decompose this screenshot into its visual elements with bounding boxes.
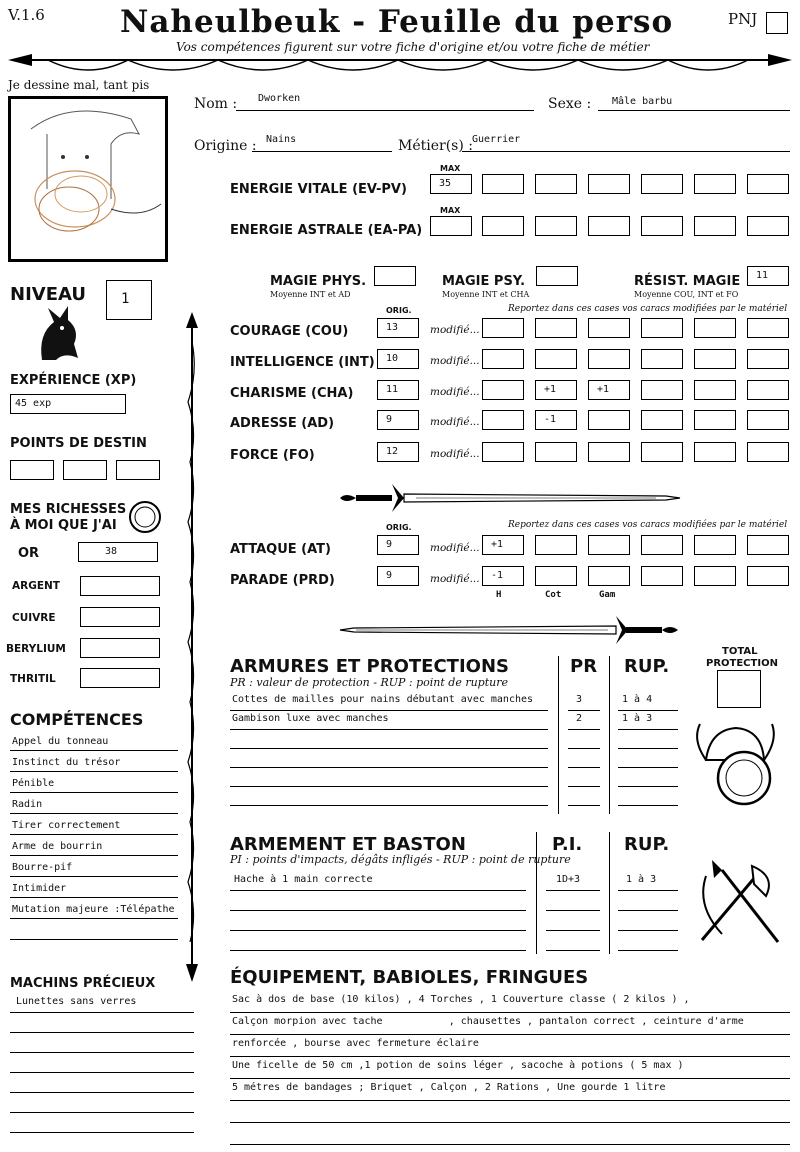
armure-pr[interactable]: 2 (576, 713, 583, 724)
ev-box[interactable] (747, 174, 789, 194)
ea-box[interactable] (482, 216, 524, 236)
ea-box[interactable] (641, 216, 683, 236)
cou-mod-box[interactable] (747, 318, 789, 338)
at-mod-box[interactable]: +1 (482, 535, 524, 555)
ad-mod-box[interactable] (641, 410, 683, 430)
competence-item[interactable]: Tirer correctement (12, 820, 121, 831)
cha-mod-box[interactable] (482, 380, 524, 400)
competence-line (10, 750, 178, 751)
ea-box[interactable] (535, 216, 577, 236)
caracs-note: Reportez dans ces cases vos caracs modifiées par le matériel (508, 304, 788, 314)
armure-name[interactable]: Gambison luxe avec manches (232, 713, 389, 724)
armures-rup-header: RUP. (624, 656, 670, 677)
competence-item[interactable]: Pénible (12, 778, 55, 789)
armure-rup[interactable]: 1 à 4 (622, 694, 653, 705)
origine-value[interactable]: Nains (266, 134, 297, 145)
machin-line (10, 1092, 194, 1093)
ev-box[interactable] (482, 174, 524, 194)
combat-note: Reportez dans ces cases vos caracs modifiées par le matériel (508, 520, 788, 530)
competence-item[interactable]: Intimider (12, 883, 67, 894)
cuivre-label: CUIVRE (12, 612, 56, 624)
xp-box[interactable]: 45 exp (10, 394, 126, 414)
page-title: Naheulbeuk - Feuille du perso (120, 4, 674, 40)
competence-item[interactable]: Mutation majeure :Télépathe (12, 904, 175, 915)
cha-mod-box[interactable]: +1 (535, 380, 577, 400)
dragon-icon (34, 304, 80, 362)
at-mod-box[interactable] (588, 535, 630, 555)
machin-line (10, 1132, 194, 1133)
arme-rup[interactable]: 1 à 3 (626, 874, 657, 885)
armure-rup[interactable]: 1 à 3 (622, 713, 653, 724)
resist-magie-note: Moyenne COU, INT et FO (634, 290, 739, 299)
magie-psy-note: Moyenne INT et CHA (442, 290, 530, 299)
int-mod-box[interactable] (482, 349, 524, 369)
cou-mod-box[interactable] (694, 318, 736, 338)
orig-label: ORIG. (386, 306, 412, 315)
armure-row-line (618, 805, 678, 806)
armure-row-line (618, 748, 678, 749)
armure-row-line (230, 748, 548, 749)
competence-line (10, 855, 178, 856)
ev-box[interactable] (694, 174, 736, 194)
ea-label: ENERGIE ASTRALE (EA-PA) (230, 223, 423, 238)
competence-line (10, 813, 178, 814)
origine-label: Origine : (194, 138, 257, 154)
at-mod-box[interactable] (535, 535, 577, 555)
ea-max-label: MAX (440, 206, 461, 215)
fo-mod-box[interactable] (588, 442, 630, 462)
armement-title: ARMEMENT ET BASTON (230, 834, 466, 855)
nom-label: Nom : (194, 96, 238, 112)
total-protection-label-1: TOTAL (722, 646, 758, 657)
cha-mod-box[interactable] (747, 380, 789, 400)
pnj-checkbox[interactable] (766, 12, 788, 34)
armures-note: PR : valeur de protection - RUP : point de rupture (230, 676, 508, 689)
cou-mod-box[interactable] (535, 318, 577, 338)
cha-mod-box[interactable] (694, 380, 736, 400)
magie-psy-box[interactable] (536, 266, 578, 286)
arme-pi[interactable]: 1D+3 (556, 874, 581, 885)
arme-name[interactable]: Hache à 1 main correcte (234, 874, 373, 885)
at-mod-box[interactable] (694, 535, 736, 555)
weapons-illustration (692, 856, 788, 952)
at-mod-box[interactable] (641, 535, 683, 555)
magie-phys-box[interactable] (374, 266, 416, 286)
magie-phys-note: Moyenne INT et AD (270, 290, 351, 299)
destin-box[interactable] (116, 460, 160, 480)
armure-row-line (568, 748, 600, 749)
version-label: V.1.6 (8, 6, 45, 24)
cha-orig-box[interactable]: 11 (377, 380, 419, 400)
prd-mod-box[interactable] (747, 566, 789, 586)
equipement-line (230, 1034, 790, 1035)
armure-row-line (618, 767, 678, 768)
col-cot-label: Cot (545, 590, 562, 600)
arme-row-line (546, 950, 600, 951)
thritil-label: THRITIL (10, 673, 56, 685)
competence-item[interactable]: Instinct du trésor (12, 757, 121, 768)
ea-box[interactable] (694, 216, 736, 236)
fo-mod-box[interactable] (641, 442, 683, 462)
fo-modifie-label: modifié... (430, 448, 480, 460)
armure-row-line (230, 805, 548, 806)
magie-psy-label: MAGIE PSY. (442, 274, 526, 289)
int-mod-box[interactable] (747, 349, 789, 369)
richesses-label-2: À MOI QUE J'AI (10, 518, 117, 533)
cou-mod-box[interactable] (588, 318, 630, 338)
prd-mod-box[interactable] (588, 566, 630, 586)
ev-max-box[interactable]: 35 (430, 174, 472, 194)
int-mod-box[interactable] (588, 349, 630, 369)
or-label: OR (18, 546, 40, 561)
cou-label: COURAGE (COU) (230, 324, 349, 339)
col-gam-label: Gam (599, 590, 616, 600)
coin-icon (128, 500, 162, 534)
competence-line (10, 834, 178, 835)
magie-phys-label: MAGIE PHYS. (270, 274, 367, 289)
int-orig-box[interactable]: 10 (377, 349, 419, 369)
armure-row-line (568, 786, 600, 787)
competence-line (10, 939, 178, 940)
ev-label: ENERGIE VITALE (EV-PV) (230, 182, 407, 197)
or-box[interactable]: 38 (78, 542, 158, 562)
berylium-box[interactable] (80, 638, 160, 658)
arme-row-line (618, 910, 678, 911)
machin-item[interactable]: Lunettes sans verres (16, 996, 137, 1007)
arme-row-line (546, 930, 600, 931)
machin-line (10, 1032, 194, 1033)
fo-orig-box[interactable]: 12 (377, 442, 419, 462)
ad-mod-box[interactable]: -1 (535, 410, 577, 430)
total-protection-box[interactable] (717, 670, 761, 708)
fo-label: FORCE (FO) (230, 448, 315, 463)
ad-mod-box[interactable] (588, 410, 630, 430)
nom-value[interactable]: Dworken (258, 93, 301, 104)
at-mod-box[interactable] (747, 535, 789, 555)
competence-line (10, 792, 178, 793)
int-label: INTELLIGENCE (INT) (230, 355, 375, 370)
ea-max-box[interactable] (430, 216, 472, 236)
equipement-line (230, 1056, 790, 1057)
arme-row-line (230, 930, 526, 931)
equipement-line (230, 1078, 790, 1079)
armure-row-line (618, 729, 678, 730)
equipement-line-text[interactable]: 5 métres de bandages ; Briquet , Calçon , 2 Rations , Une gourde 1 litre (232, 1082, 666, 1093)
ea-box[interactable] (588, 216, 630, 236)
arme-row-line (618, 890, 678, 891)
cou-mod-box[interactable] (482, 318, 524, 338)
col-h-label: H (496, 590, 502, 600)
metier-value[interactable]: Guerrier (472, 134, 521, 145)
competence-line (10, 918, 178, 919)
ev-box[interactable] (641, 174, 683, 194)
competences-title: COMPÉTENCES (10, 710, 144, 729)
equipement-line-text[interactable]: renforcée , bourse avec fermeture éclaire (232, 1038, 479, 1049)
int-mod-box[interactable] (641, 349, 683, 369)
cha-label: CHARISME (CHA) (230, 386, 354, 401)
metier-label: Métier(s) : (398, 138, 473, 154)
resist-magie-label: RÉSIST. MAGIE (634, 274, 741, 289)
cou-modifie-label: modifié... (430, 324, 480, 336)
ad-mod-box[interactable] (482, 410, 524, 430)
ad-mod-box[interactable] (694, 410, 736, 430)
competence-item[interactable]: Appel du tonneau (12, 736, 109, 747)
competence-line (10, 897, 178, 898)
armure-row-line (568, 710, 600, 711)
ad-modifie-label: modifié... (430, 416, 480, 428)
armure-row-line (230, 786, 548, 787)
ev-box[interactable] (535, 174, 577, 194)
fo-mod-box[interactable] (747, 442, 789, 462)
armure-row-line (568, 767, 600, 768)
thritil-box[interactable] (80, 668, 160, 688)
at-modifie-label: modifié... (430, 542, 480, 554)
cha-modifie-label: modifié... (430, 386, 480, 398)
richesses-label-1: MES RICHESSES (10, 502, 127, 517)
ev-box[interactable] (588, 174, 630, 194)
niveau-box[interactable]: 1 (106, 280, 152, 320)
armement-note: PI : points d'impacts, dégâts infligés - RUP : point de rupture (230, 853, 571, 866)
machin-line (10, 1052, 194, 1053)
fo-mod-box[interactable] (482, 442, 524, 462)
fo-mod-box[interactable] (535, 442, 577, 462)
prd-mod-box[interactable] (694, 566, 736, 586)
dwarf-portrait-drawing (11, 99, 165, 259)
cuivre-box[interactable] (80, 607, 160, 627)
armures-title: ARMURES ET PROTECTIONS (230, 656, 509, 677)
machins-title: MACHINS PRÉCIEUX (10, 976, 156, 991)
ad-label: ADRESSE (AD) (230, 416, 335, 431)
sword-illustration (336, 610, 682, 650)
portrait-caption: Je dessine mal, tant pis (8, 78, 150, 92)
page-subtitle: Vos compétences figurent sur votre fiche d'origine et/ou votre fiche de métier (176, 40, 650, 54)
pnj-label: PNJ (728, 10, 758, 28)
ad-orig-box[interactable]: 9 (377, 410, 419, 430)
at-orig-box[interactable]: 9 (377, 535, 419, 555)
pi-header: P.I. (552, 834, 583, 855)
competence-line (10, 876, 178, 877)
ad-mod-box[interactable] (747, 410, 789, 430)
niveau-label: NIVEAU (10, 284, 86, 305)
combat-orig-label: ORIG. (386, 523, 412, 532)
equipement-line-text[interactable]: Sac à dos de base (10 kilos) , 4 Torches , 1 Couverture classe ( 2 kilos ) , (232, 994, 690, 1005)
portrait-frame (8, 96, 168, 262)
arme-row-line (618, 930, 678, 931)
competence-item[interactable]: Radin (12, 799, 43, 810)
berylium-label: BERYLIUM (6, 643, 66, 655)
equipement-line (230, 1144, 790, 1145)
equipement-line (230, 1100, 790, 1101)
xp-label: EXPÉRIENCE (XP) (10, 373, 137, 388)
ev-max-label: MAX (440, 164, 461, 173)
cou-mod-box[interactable] (641, 318, 683, 338)
prd-label: PARADE (PRD) (230, 573, 335, 588)
armure-pr[interactable]: 3 (576, 694, 583, 705)
armement-rup-header: RUP. (624, 834, 670, 855)
sexe-value[interactable]: Mâle barbu (612, 96, 673, 107)
resist-magie-box[interactable]: 11 (747, 266, 789, 286)
armure-row-line (568, 729, 600, 730)
arme-row-line (618, 950, 678, 951)
prd-mod-box[interactable] (641, 566, 683, 586)
armure-row-line (230, 767, 548, 768)
machin-line (10, 1112, 194, 1113)
cou-orig-box[interactable]: 13 (377, 318, 419, 338)
equipement-line-text[interactable]: Calçon morpion avec tache , chausettes , pantalon correct , ceinture d'arme (232, 1016, 744, 1027)
destin-box[interactable] (63, 460, 107, 480)
total-protection-label-2: PROTECTION (706, 658, 778, 669)
destin-label: POINTS DE DESTIN (10, 436, 147, 451)
prd-mod-box[interactable] (535, 566, 577, 586)
armure-row-line (230, 710, 548, 711)
cha-mod-box[interactable] (641, 380, 683, 400)
prd-mod-box[interactable]: -1 (482, 566, 524, 586)
armure-row-line (230, 729, 548, 730)
machin-line (10, 1072, 194, 1073)
ea-box[interactable] (747, 216, 789, 236)
arme-row-line (546, 910, 600, 911)
machin-line (10, 1012, 194, 1013)
helmet-shield-illustration (692, 720, 782, 810)
armure-row-line (568, 805, 600, 806)
sexe-label: Sexe : (548, 96, 592, 112)
int-mod-box[interactable] (694, 349, 736, 369)
arme-row-line (230, 910, 526, 911)
competence-item[interactable]: Bourre-pif (12, 862, 73, 873)
competence-item[interactable]: Arme de bourrin (12, 841, 103, 852)
armure-name[interactable]: Cottes de mailles pour nains débutant avec manches (232, 694, 534, 705)
int-mod-box[interactable] (535, 349, 577, 369)
armure-row-line (618, 786, 678, 787)
argent-label: ARGENT (12, 580, 60, 592)
arme-row-line (230, 890, 526, 891)
argent-box[interactable] (80, 576, 160, 596)
equipement-line-text[interactable]: Une ficelle de 50 cm ,1 potion de soins léger , sacoche à potions ( 5 max ) (232, 1060, 684, 1071)
int-modifie-label: modifié... (430, 355, 480, 367)
arme-row-line (230, 950, 526, 951)
arme-row-line (546, 890, 600, 891)
sword-illustration (336, 478, 682, 518)
prd-orig-box[interactable]: 9 (377, 566, 419, 586)
staff-illustration (184, 312, 200, 982)
equipement-line (230, 1012, 790, 1013)
prd-modifie-label: modifié... (430, 573, 480, 585)
at-label: ATTAQUE (AT) (230, 542, 331, 557)
cha-mod-box[interactable]: +1 (588, 380, 630, 400)
pr-header: PR (570, 656, 598, 677)
competence-line (10, 771, 178, 772)
destin-box[interactable] (10, 460, 54, 480)
armure-row-line (618, 710, 678, 711)
equipement-line (230, 1122, 790, 1123)
fo-mod-box[interactable] (694, 442, 736, 462)
equipement-title: ÉQUIPEMENT, BABIOLES, FRINGUES (230, 967, 589, 988)
